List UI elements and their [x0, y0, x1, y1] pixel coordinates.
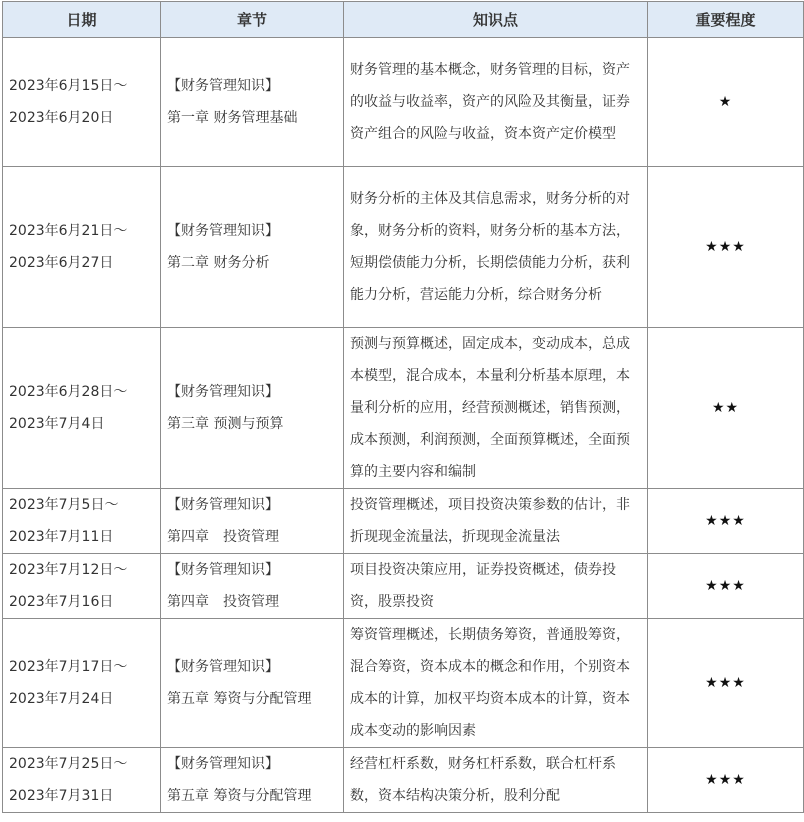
chapter-category: 【财务管理知识】	[167, 384, 279, 400]
date-start: 2023年7月17日～	[9, 659, 128, 675]
date-end: 2023年6月27日	[9, 255, 114, 271]
date-end: 2023年7月16日	[9, 594, 114, 610]
date-cell	[3, 554, 161, 619]
importance-stars: ★★	[648, 328, 804, 489]
table-row	[3, 554, 804, 619]
date-start: 2023年6月21日～	[9, 223, 128, 239]
study-schedule-table	[2, 1, 804, 813]
date-end: 2023年7月4日	[9, 416, 105, 432]
date-end: 2023年6月20日	[9, 110, 114, 126]
date-start: 2023年7月25日～	[9, 756, 128, 772]
importance-stars: ★★★	[648, 489, 804, 554]
date-cell	[3, 167, 161, 328]
knowledge-cell: 项目投资决策应用，证券投资概述，债券投资，股票投资	[344, 554, 648, 619]
importance-stars: ★★★	[648, 167, 804, 328]
date-end: 2023年7月11日	[9, 529, 114, 545]
date-end: 2023年7月24日	[9, 691, 114, 707]
knowledge-cell: 筹资管理概述，长期债务筹资，普通股筹资，混合筹资，资本成本的概念和作用，个别资本成本的计算，加权平均资本成本的计算，资本成本变动的影响因素	[344, 619, 648, 748]
chapter-cell	[161, 554, 344, 619]
date-cell	[3, 489, 161, 554]
date-start: 2023年7月5日～	[9, 497, 119, 513]
chapter-title: 第四章 投资管理	[167, 529, 279, 545]
chapter-cell	[161, 619, 344, 748]
header-row	[3, 2, 804, 38]
chapter-title: 第五章 筹资与分配管理	[167, 788, 312, 804]
chapter-category: 【财务管理知识】	[167, 78, 279, 94]
chapter-cell	[161, 748, 344, 813]
date-cell	[3, 748, 161, 813]
table-row	[3, 748, 804, 813]
header-importance: 重要程度	[648, 2, 804, 38]
chapter-category: 【财务管理知识】	[167, 223, 279, 239]
table-row	[3, 38, 804, 167]
knowledge-cell: 预测与预算概述，固定成本，变动成本，总成本模型，混合成本，本量利分析基本原理，本量利分析的应用，经营预测概述，销售预测，成本预测，利润预测，全面预算概述，全面预算的主要内容和编制	[344, 328, 648, 489]
knowledge-cell: 财务管理的基本概念，财务管理的目标，资产的收益与收益率，资产的风险及其衡量，证券资产组合的风险与收益，资本资产定价模型	[344, 38, 648, 167]
date-start: 2023年7月12日～	[9, 562, 128, 578]
chapter-category: 【财务管理知识】	[167, 562, 279, 578]
table-row	[3, 619, 804, 748]
date-start: 2023年6月28日～	[9, 384, 128, 400]
header-knowledge: 知识点	[344, 2, 648, 38]
table-row	[3, 489, 804, 554]
header-date: 日期	[3, 2, 161, 38]
date-end: 2023年7月31日	[9, 788, 114, 804]
chapter-title: 第四章 投资管理	[167, 594, 279, 610]
header-chapter: 章节	[161, 2, 344, 38]
table-row	[3, 167, 804, 328]
table-row	[3, 328, 804, 489]
chapter-category: 【财务管理知识】	[167, 659, 279, 675]
importance-stars: ★	[648, 38, 804, 167]
knowledge-cell: 投资管理概述，项目投资决策参数的估计，非折现现金流量法，折现现金流量法	[344, 489, 648, 554]
chapter-category: 【财务管理知识】	[167, 497, 279, 513]
knowledge-cell: 财务分析的主体及其信息需求，财务分析的对象，财务分析的资料，财务分析的基本方法，短期偿债能力分析，长期偿债能力分析，获利能力分析，营运能力分析，综合财务分析	[344, 167, 648, 328]
chapter-title: 第三章 预测与预算	[167, 416, 284, 432]
importance-stars: ★★★	[648, 619, 804, 748]
date-start: 2023年6月15日～	[9, 78, 128, 94]
date-cell	[3, 38, 161, 167]
date-cell	[3, 619, 161, 748]
date-cell	[3, 328, 161, 489]
chapter-cell	[161, 328, 344, 489]
chapter-title: 第二章 财务分析	[167, 255, 270, 271]
knowledge-cell: 经营杠杆系数，财务杠杆系数，联合杠杆系数，资本结构决策分析，股利分配	[344, 748, 648, 813]
chapter-title: 第五章 筹资与分配管理	[167, 691, 312, 707]
chapter-category: 【财务管理知识】	[167, 756, 279, 772]
chapter-cell	[161, 38, 344, 167]
chapter-title: 第一章 财务管理基础	[167, 110, 298, 126]
importance-stars: ★★★	[648, 554, 804, 619]
importance-stars: ★★★	[648, 748, 804, 813]
chapter-cell	[161, 167, 344, 328]
chapter-cell	[161, 489, 344, 554]
